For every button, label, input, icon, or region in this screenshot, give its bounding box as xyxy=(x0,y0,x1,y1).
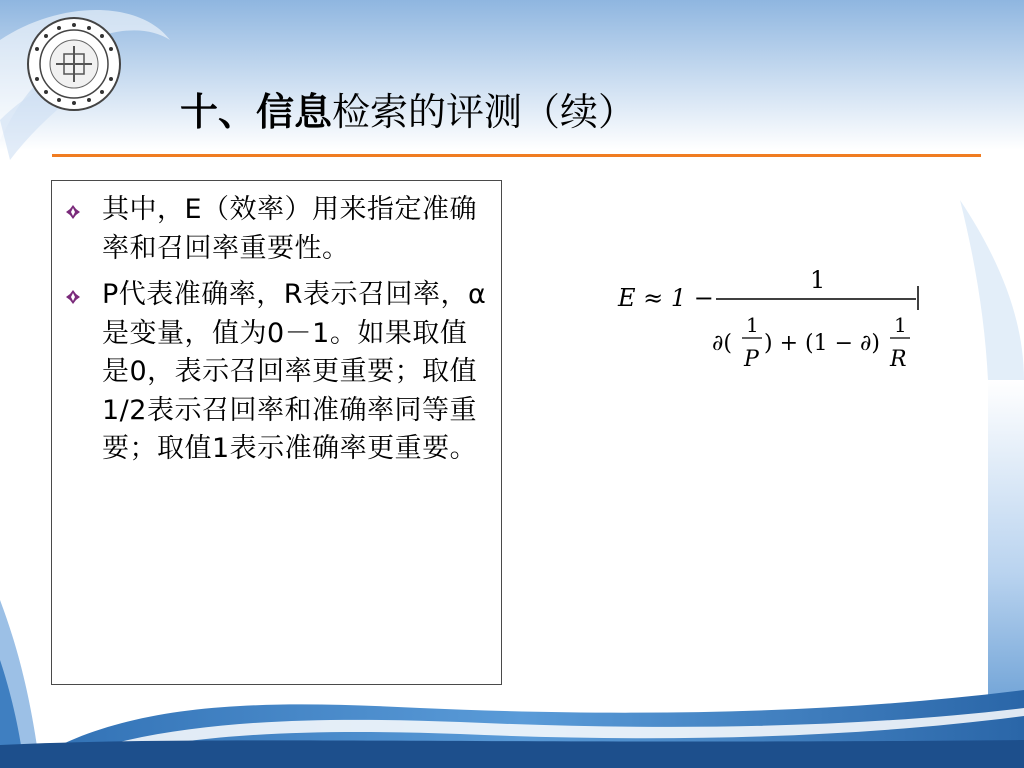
bullet-item-precision-recall xyxy=(66,276,491,469)
formula-frac1-den: P xyxy=(744,347,759,372)
bullet-list xyxy=(52,181,501,469)
e-measure-formula xyxy=(612,262,942,382)
formula-lhs: E ≈ 1 − xyxy=(618,284,714,312)
diamond-bullet-icon xyxy=(66,191,102,223)
content-text-box xyxy=(51,180,502,685)
bullet-text-precision-recall: P代表准确率，R表示召回率，α是变量，值为0－1。如果取值是0，表示召回率更重要；取值1/2表示召回率和准确率同等重要；取值1表示准确率更重要。 xyxy=(102,279,487,464)
bullet-item-efficiency xyxy=(66,191,491,268)
slide-title-rest: 检索的评测（续） xyxy=(332,90,637,134)
formula-frac2-den: R xyxy=(890,347,907,372)
title-underline xyxy=(52,154,981,157)
formula-numerator: 1 xyxy=(810,266,826,294)
bullet-text-efficiency: 其中，E（效率）用来指定准确率和召回率重要性。 xyxy=(102,194,478,264)
slide-title-bold: 十、信息 xyxy=(180,90,333,134)
formula-den-part2: ) + (1 − ∂) xyxy=(764,331,880,356)
slide-title xyxy=(180,86,636,138)
formula-frac1-num: 1 xyxy=(746,313,759,337)
formula-frac2-num: 1 xyxy=(894,313,907,337)
formula-den-part1: ∂( xyxy=(712,331,732,356)
university-logo-icon xyxy=(26,16,122,112)
diamond-bullet-icon xyxy=(66,276,102,308)
